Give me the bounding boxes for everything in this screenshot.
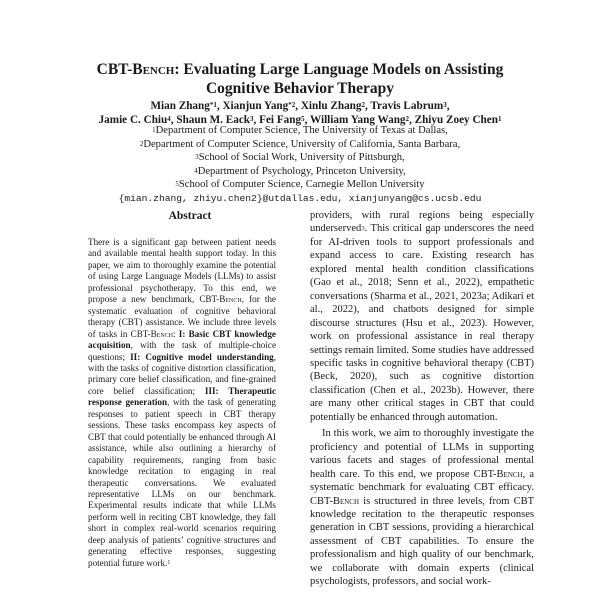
author: Xianjun Yang xyxy=(222,100,289,112)
author: Jamie C. Chiu xyxy=(98,114,168,126)
author: Shaun M. Eack xyxy=(176,114,251,126)
title-line-1: CBT-Bench: Evaluating Large Language Models on Assisting xyxy=(96,61,504,78)
level-2-label: II: Cognitive model understanding xyxy=(130,351,274,362)
footnote-mark: 3 xyxy=(361,225,365,233)
author-list xyxy=(0,99,600,127)
affiliations xyxy=(0,124,600,205)
abstract-heading: Abstract xyxy=(168,210,212,222)
author: Zhiyu Zoey Chen xyxy=(414,114,498,126)
affiliation: $^4$Department of Psychology, Princeton University, xyxy=(194,165,406,177)
intro-paragraph-2: In this work, we aim to thoroughly investigate the proficiency and potential of LLMs in supporting various facets and stages of professional mental health care. To this end, we propose CBT-Bench, a systematic benchmark for evaluating CBT efficacy. CBT-Bench is structured in three levels, from CBT knowledge recitation to the therapeutic responses generation in CBT sessions, providing a hierarchical assessment of CBT capabilities. To ensure the professionalism and high quality of our benchmark, we collaborate with domain experts (clinical psychologists, professors, and social work- xyxy=(310,428,534,588)
title-line-2: Cognitive Behavior Therapy xyxy=(205,80,395,97)
introduction-column xyxy=(310,209,534,589)
paper-title xyxy=(0,60,600,98)
author-line-2: Jamie C. Chiu$^4$, Shaun M. Eack$^3$, Fei Fang$^5$, William Yang Wang$^2$, Zhiyu Zoey Chen$^1$ xyxy=(98,114,502,126)
level-3-label: III: Therapeutic response generation xyxy=(88,385,276,408)
intro-paragraph-1: providers, with rural regions being especially underserved$^3$. This critical gap underscores the need for AI-driven tools to support professionals and expand access to care. Existing research has explored mental health condition classifications (Gao et al., 2018; Senn et al., 2022), empathetic conversations (Sharma et al., 2021, 2023a; Adikari et al., 2022), and chatbots designed for simple discourse structures (Hsu et al., 2023). However, work on professional assistance in real therapy settings remain limited. Some studies have addressed specific tasks in cognitive behavioral therapy (CBT) (Beck, 2020), such as cognitive distortion classification (Chen et al., 2023b). However, there are many other critical stages in CBT that could potentially be enhanced through automation. xyxy=(310,210,534,423)
author: Xinlu Zhang xyxy=(300,100,362,112)
affiliation: $^5$School of Computer Science, Carnegie Mellon University xyxy=(175,179,425,190)
affiliation: $^2$Department of Computer Science, University of California, Santa Barbara, xyxy=(139,138,461,150)
author: Mian Zhang xyxy=(150,100,210,112)
footnote-mark: 1 xyxy=(167,559,171,566)
affiliation: $^1$Department of Computer Science, The University of Texas at Dallas, xyxy=(152,125,448,136)
author: Fei Fang xyxy=(259,114,302,126)
level-1-label: I: Basic CBT knowledge acquisition xyxy=(88,328,276,351)
author-emails: {mian.zhang, zhiyu.chen2}@utdallas.edu, xianjunyang@cs.ucsb.edu xyxy=(118,192,482,204)
abstract-body: There is a significant gap between patient needs and available mental health support today. In this paper, we aim to thoroughly examine the potential of using Large Language Models (LLMs) to assist professional psychotherapy. To this end, we propose a new benchmark, CBT-Bench, for the systematic evaluation of cognitive behavioral therapy (CBT) assistance. We include three levels of tasks in CBT-Bench: I: Basic CBT knowledge acquisition, with the task of multiple-choice questions; II: Cognitive model understanding, with the tasks of cognitive distortion classification, primary core belief classification, and fine-grained core belief classification; III: Therapeutic response generation, with the task of generating responses to patient speech in CBT therapy sessions. These tasks encompass key aspects of CBT that could potentially be enhanced through AI assistance, while also outlining a hierarchy of capability requirements, ranging from basic knowledge recitation to engaging in real therapeutic conversations. We evaluated representative LLMs on our benchmark. Experimental results indicate that while LLMs perform well in reciting CBT knowledge, they fall short in complex real-world scenarios requiring deep analysis of patients’ cognitive structures and generating effective responses, suggesting potential future work.$^1$ xyxy=(88,237,276,568)
affiliation: $^3$School of Social Work, University of Pittsburgh, xyxy=(195,152,405,163)
author-line-1: Mian Zhang$^{*1}$, Xianjun Yang$^{*2}$, Xinlu Zhang$^2$, Travis Labrum$^3$, xyxy=(150,100,450,112)
author: William Yang Wang xyxy=(309,114,406,126)
author: Travis Labrum xyxy=(370,100,444,112)
